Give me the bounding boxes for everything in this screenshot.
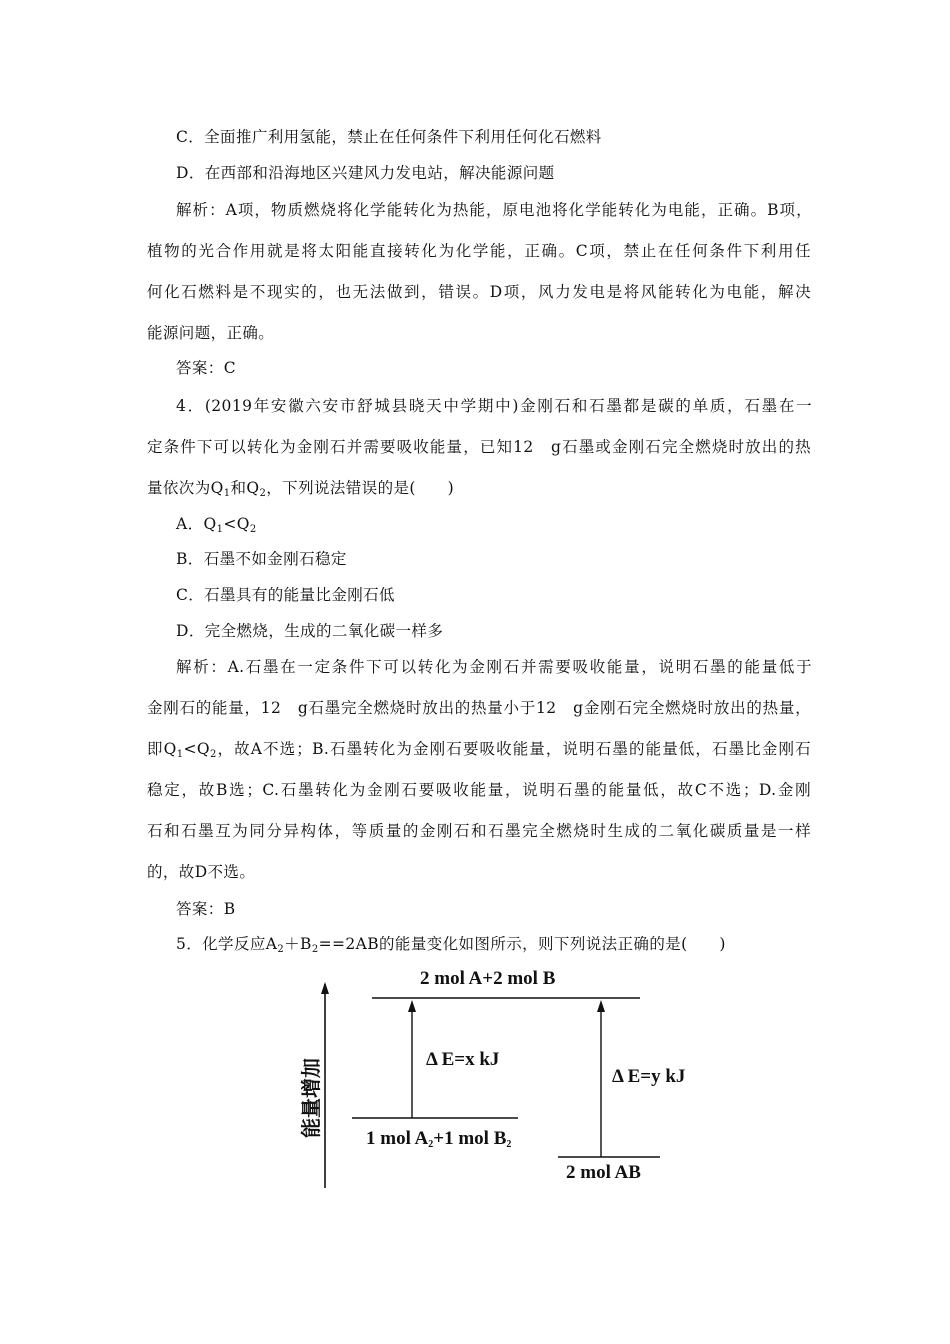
q3-analysis-line-3: 何化石燃料是不现实的，也无法做到，错误。D项，风力发电是将风能转化为电能，解决	[147, 283, 811, 301]
left-arrowhead	[408, 1000, 416, 1012]
q4-option-c: C．石墨具有的能量比金刚石低	[176, 586, 395, 604]
left-arrow-label: Δ E=x kJ	[426, 1049, 500, 1070]
y-axis-label: 能量增加	[299, 1058, 323, 1138]
q4-stem-line-1: 4．(2019年安徽六安市舒城县晓天中学期中)金刚石和石墨都是碳的单质，石墨在一	[176, 397, 812, 415]
middle-level-label: 1 mol $A_2+1$ mol $B_2$	[366, 1128, 512, 1150]
q4-stem-line-2: 定条件下可以转化为金刚石并需要吸收能量，已知12 g石墨或金刚石完全燃烧时放出的热	[147, 438, 811, 456]
q4-analysis-line-2: 金刚石的能量，12 g石墨完全燃烧时放出的热量小于12 g金刚石完全燃烧时放出的热量，	[147, 699, 811, 717]
q4-answer: 答案：B	[176, 900, 236, 918]
q4-option-a: A．$Q_1<Q_2$	[176, 515, 257, 535]
q4-analysis-line-3: 即$Q_1<Q_2$，故A不选；B.石墨转化为金刚石要吸收能量，说明石墨的能量低，石墨比金刚石	[147, 740, 811, 760]
q3-analysis-line-1: 解析：A项，物质燃烧将化学能转化为热能，原电池将化学能转化为电能，正确。B项，	[176, 201, 812, 219]
q3-analysis-line-4: 能源问题，正确。	[147, 324, 275, 342]
right-arrowhead	[597, 1000, 605, 1012]
q3-answer: 答案：C	[176, 359, 236, 377]
q4-option-d: D．完全燃烧，生成的二氧化碳一样多	[176, 622, 444, 640]
q4-analysis-line-1: 解析：A.石墨在一定条件下可以转化为金刚石并需要吸收能量，说明石墨的能量低于	[176, 658, 812, 676]
bottom-level-label: 2 mol AB	[566, 1162, 641, 1183]
y-axis-arrowhead	[321, 982, 329, 994]
energy-level-diagram	[290, 960, 710, 1200]
q5-stem: 5．化学反应$A_2+B_2==2AB$的能量变化如图所示，则下列说法正确的是( )	[176, 935, 726, 955]
q3-option-d: D．在西部和沿海地区兴建风力发电站，解决能源问题	[176, 164, 555, 182]
q4-analysis-line-4: 稳定，故B选；C.石墨转化为金刚石要吸收能量，说明石墨的能量低，故C不选；D.金刚	[147, 781, 811, 799]
q4-analysis-line-6: 的，故D不选。	[147, 863, 256, 881]
right-arrow-label: Δ E=y kJ	[612, 1066, 686, 1087]
q4-stem-line-3: 量依次为$Q_1$和$Q_2$，下列说法错误的是( )	[147, 479, 455, 499]
q4-option-b: B．石墨不如金刚石稳定	[176, 550, 347, 568]
top-level-label: 2 mol A+2 mol B	[420, 968, 556, 989]
q4-analysis-line-5: 石和石墨互为同分异构体，等质量的金刚石和石墨完全燃烧时生成的二氧化碳质量是一样	[147, 822, 811, 840]
q3-option-c: C．全面推广利用氢能，禁止在任何条件下利用任何化石燃料	[176, 128, 602, 146]
q3-analysis-line-2: 植物的光合作用就是将太阳能直接转化为化学能，正确。C项，禁止在任何条件下利用任	[147, 242, 811, 260]
